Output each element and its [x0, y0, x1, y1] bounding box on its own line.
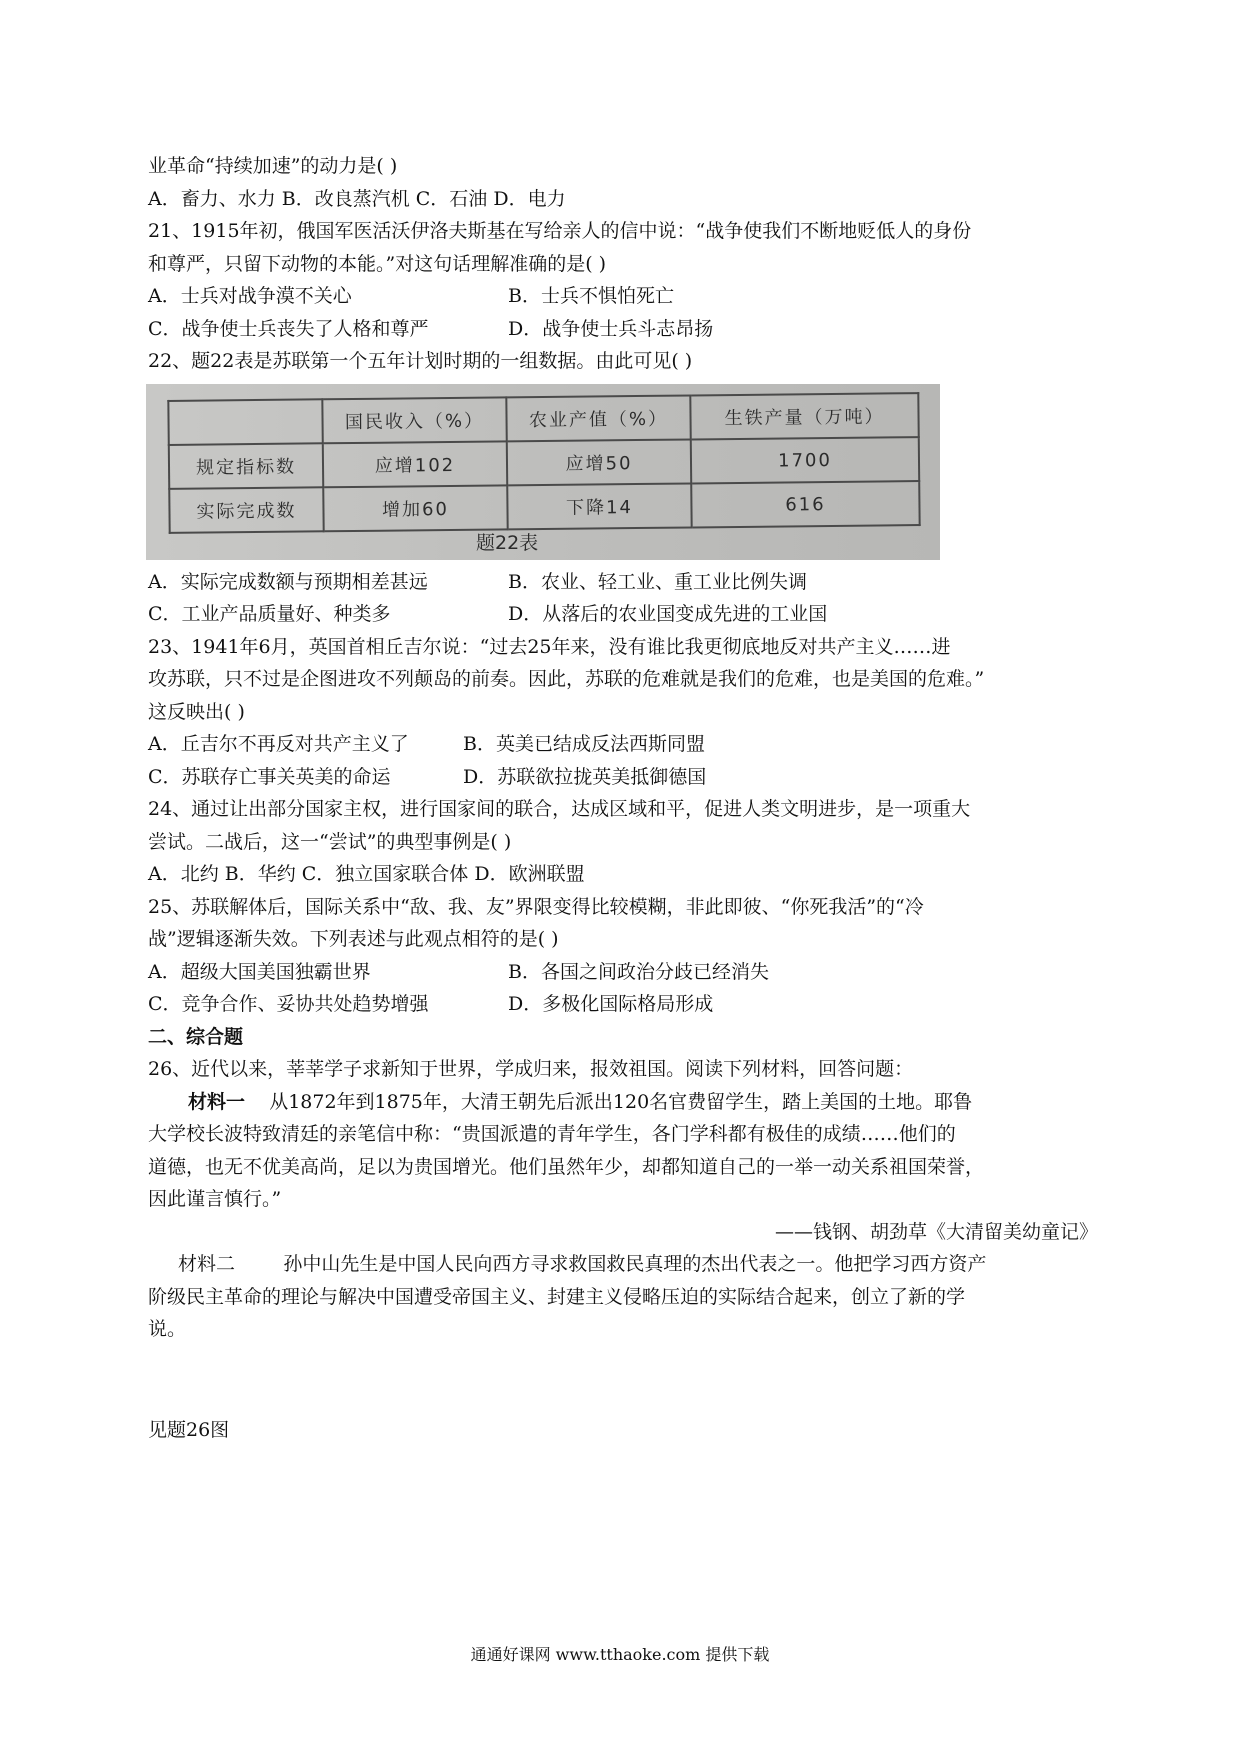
q20-options: A．畜力、水力 B．改良蒸汽机 C．石油 D．电力 — [148, 187, 566, 210]
table-cell: 应增50 — [507, 439, 691, 485]
section-heading: 二、综合题 — [148, 1025, 244, 1048]
q26-stem: 26、近代以来，莘莘学子求新知于世界，学成归来，报效祖国。阅读下列材料，回答问题： — [148, 1058, 914, 1080]
q22-options-row2 — [148, 598, 1098, 631]
q23-option-c: C．苏联存亡事关英美的命运 — [148, 765, 391, 788]
q25-stem-line2: 战”逻辑逐渐失效。下列表述与此观点相符的是( ) — [148, 928, 559, 950]
q22-option-a: A．实际完成数额与预期相差甚远 — [148, 570, 428, 593]
q26-material1-line1 — [148, 1086, 1098, 1119]
q20-stem-tail: 业革命“持续加速”的动力是( ) — [148, 155, 398, 177]
q26-material1-source: ——钱钢、胡劲草《大清留美幼童记》 — [774, 1220, 1098, 1243]
q22-table-photo — [146, 384, 940, 560]
table-cell: 1700 — [691, 437, 919, 483]
table-cell: 616 — [691, 481, 919, 527]
page-footer: 通通好课网 www.tthaoke.com 提供下载 — [470, 1645, 770, 1664]
q21-option-a: A．士兵对战争漠不关心 — [148, 285, 352, 307]
q25-stem-line1: 25、苏联解体后，国际关系中“敌、我、友”界限变得比较模糊，非此即彼、“你死我活”的“冷 — [148, 895, 924, 918]
q22-option-d: D．从落后的农业国变成先进的工业国 — [508, 603, 828, 625]
q26-material1-text1: 从1872年到1875年，大清王朝先后派出120名官费留学生，踏上美国的土地。耶鲁 — [269, 1090, 973, 1113]
table-header-cell — [168, 399, 322, 445]
table-header-cell: 国民收入（%） — [322, 397, 506, 443]
q23-stem-line3: 这反映出( ) — [148, 700, 245, 723]
table-cell: 下降14 — [507, 483, 691, 529]
q25-options-row1 — [148, 956, 1098, 989]
q25-option-a: A．超级大国美国独霸世界 — [148, 960, 371, 983]
q21-option-c: C．战争使士兵丧失了人格和尊严 — [148, 317, 429, 340]
table-row — [169, 481, 919, 533]
q25-option-b: B．各国之间政治分歧已经消失 — [508, 960, 769, 983]
q26-material1-line2: 大学校长波特致清廷的亲笔信中称：“贵国派遣的青年学生，各门学科都有极佳的成绩……他们的 — [148, 1123, 956, 1145]
table-cell: 应增102 — [323, 441, 507, 487]
q21-option-d: D．战争使士兵斗志昂扬 — [508, 317, 714, 340]
q21-stem-line1: 21、1915年初，俄国军医活沃伊洛夫斯基在写给亲人的信中说：“战争使我们不断地贬低人的身份 — [148, 220, 972, 242]
q24-options: A．北约 B．华约 C．独立国家联合体 D．欧洲联盟 — [148, 863, 585, 885]
q22-options-row1 — [148, 566, 1098, 599]
q26-material2-text1: 孙中山先生是中国人民向西方寻求救国救民真理的杰出代表之一。他把学习西方资产 — [283, 1253, 987, 1275]
q22-table-caption: 题22表 — [476, 531, 539, 554]
table-row — [169, 437, 919, 489]
q23-option-a: A．丘吉尔不再反对共产主义了 — [148, 733, 409, 755]
q26-material2-line1 — [148, 1248, 1098, 1281]
exam-page — [148, 150, 1098, 1446]
q21-option-b: B．士兵不惧怕死亡 — [508, 285, 674, 307]
table-header-row — [168, 393, 918, 445]
q26-material2-label: 材料二 — [178, 1253, 236, 1275]
q23-option-d: D．苏联欲拉拢英美抵御德国 — [463, 765, 707, 788]
q22-table — [167, 392, 920, 534]
table-header-cell: 农业产值（%） — [506, 395, 690, 441]
q21-options-row1 — [148, 280, 1098, 313]
q25-option-d: D．多极化国际格局形成 — [508, 993, 714, 1015]
q24-stem-line1: 24、通过让出部分国家主权，进行国家间的联合，达成区域和平，促进人类文明进步，是一项重大 — [148, 798, 971, 820]
table-cell: 增加60 — [323, 485, 507, 531]
q22-option-b: B．农业、轻工业、重工业比例失调 — [508, 570, 807, 593]
q26-figure-reference: 见题26图 — [148, 1418, 230, 1441]
table-header-cell: 生铁产量（万吨） — [690, 393, 918, 439]
q25-options-row2 — [148, 988, 1098, 1021]
q25-option-c: C．竞争合作、妥协共处趋势增强 — [148, 993, 429, 1015]
q23-stem-line1: 23、1941年6月，英国首相丘吉尔说：“过去25年来，没有谁比我更彻底地反对共产主义……进 — [148, 635, 951, 658]
q23-options-row1 — [148, 728, 1098, 761]
table-cell: 实际完成数 — [169, 487, 323, 533]
q23-options-row2 — [148, 761, 1098, 794]
table-cell: 规定指标数 — [169, 443, 323, 489]
q21-stem-line2: 和尊严，只留下动物的本能。”对这句话理解准确的是( ) — [148, 252, 607, 275]
q26-material2-line2: 阶级民主革命的理论与解决中国遭受帝国主义、封建主义侵略压迫的实际结合起来，创立了新的学 — [148, 1285, 966, 1308]
q23-option-b: B．英美已结成反法西斯同盟 — [463, 733, 705, 755]
q26-material1-label: 材料一 — [188, 1090, 246, 1113]
q22-option-c: C．工业产品质量好、种类多 — [148, 603, 391, 625]
q26-material1-line3: 道德，也无不优美高尚，足以为贵国增光。他们虽然年少，却都知道自己的一举一动关系祖国荣誉， — [148, 1155, 985, 1178]
q22-stem: 22、题22表是苏联第一个五年计划时期的一组数据。由此可见( ) — [148, 350, 693, 372]
q24-stem-line2: 尝试。二战后，这一“尝试”的典型事例是( ) — [148, 830, 512, 853]
q26-material1-line4: 因此谨言慎行。” — [148, 1188, 282, 1210]
q26-material2-line3: 说。 — [148, 1318, 187, 1340]
q23-stem-line2: 攻苏联，只不过是企图进攻不列颠岛的前奏。因此，苏联的危难就是我们的危难，也是美国的危难。” — [148, 668, 985, 690]
q21-options-row2 — [148, 313, 1098, 346]
